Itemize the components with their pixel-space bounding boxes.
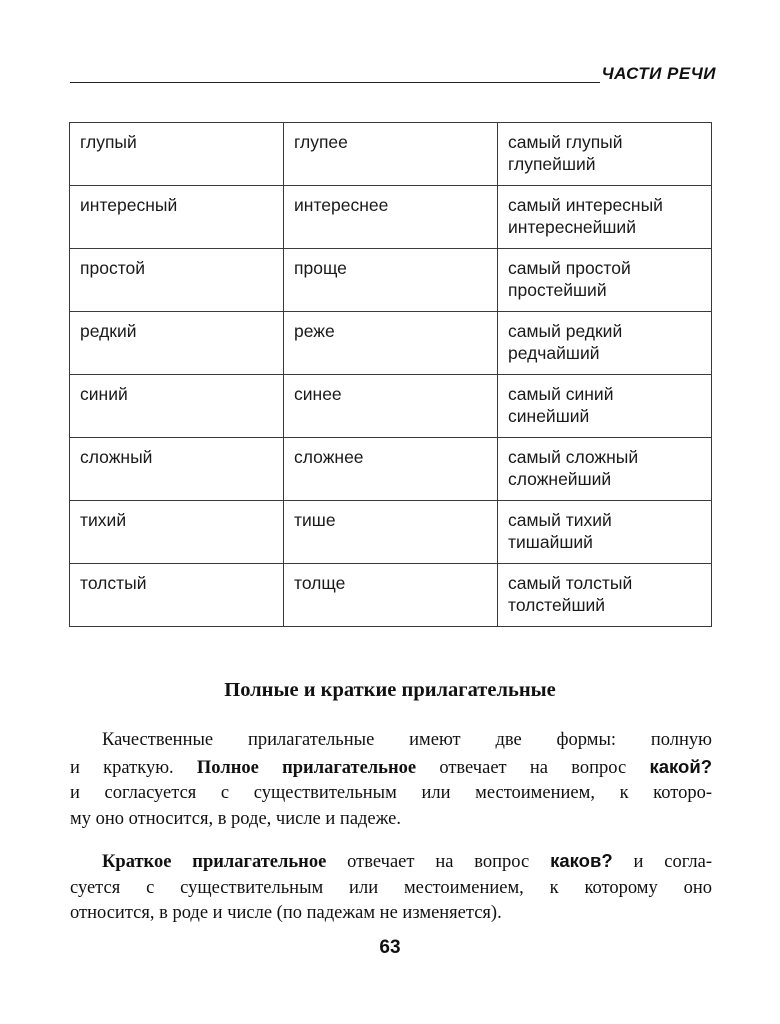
- paragraph-line: [70, 848, 712, 876]
- superlative-compound: самый глупый: [508, 132, 623, 152]
- cell-superlative: [498, 123, 712, 186]
- cell-superlative: [498, 312, 712, 375]
- cell-superlative: [498, 501, 712, 564]
- cell-comparative: [284, 501, 498, 564]
- text: и согласуется с существительным или местоимением, к которо-: [70, 783, 712, 803]
- superlative-compound: самый простой: [508, 258, 631, 278]
- table-row: [70, 375, 712, 438]
- cell-superlative: [498, 186, 712, 249]
- text: относится, в роде и числе (по падежам не изменяется).: [70, 903, 502, 923]
- comparative-degree: сложнее: [294, 447, 364, 467]
- superlative-simple: простейший: [508, 280, 607, 300]
- comparative-degree: синее: [294, 384, 342, 404]
- positive-degree: синий: [80, 384, 128, 404]
- superlative-compound: самый интересный: [508, 195, 663, 215]
- table-row: [70, 186, 712, 249]
- comparative-degree: интереснее: [294, 195, 389, 215]
- cell-positive: [70, 438, 284, 501]
- positive-degree: сложный: [80, 447, 153, 467]
- positive-degree: тихий: [80, 510, 127, 530]
- positive-degree: интересный: [80, 195, 178, 215]
- text: му оно относится, в роде, числе и падеже.: [70, 808, 402, 829]
- comparative-degree: тише: [294, 510, 336, 530]
- comparison-degrees-table: [69, 122, 712, 627]
- superlative-simple: толстейший: [508, 595, 606, 615]
- superlative-simple: тишайший: [508, 532, 593, 552]
- comparative-degree: проще: [294, 258, 347, 278]
- header-rule: [70, 82, 600, 83]
- cell-positive: [70, 312, 284, 375]
- paragraph-line: [70, 807, 712, 833]
- paragraph-full-adjectives: [70, 728, 712, 832]
- text: отвечает на вопрос: [439, 757, 627, 778]
- superlative-compound: самый редкий: [508, 321, 623, 341]
- cell-comparative: [284, 564, 498, 627]
- table-row: [70, 438, 712, 501]
- comparative-degree: глупее: [294, 132, 348, 152]
- table-row: [70, 501, 712, 564]
- superlative-simple: интереснейший: [508, 217, 636, 237]
- positive-degree: редкий: [80, 321, 137, 341]
- superlative-simple: глупейший: [508, 154, 596, 174]
- cell-positive: [70, 375, 284, 438]
- superlative-simple: редчайший: [508, 343, 600, 363]
- paragraph-line: [70, 754, 712, 782]
- cell-comparative: [284, 438, 498, 501]
- paragraph-line: [70, 728, 712, 754]
- comparative-degree: толще: [294, 573, 346, 593]
- page-number: 63: [379, 937, 401, 958]
- cell-comparative: [284, 186, 498, 249]
- question-kakoi: какой?: [649, 755, 713, 777]
- section-heading: Полные и краткие прилагательные: [224, 679, 556, 701]
- cell-superlative: [498, 375, 712, 438]
- positive-degree: толстый: [80, 573, 147, 593]
- cell-superlative: [498, 564, 712, 627]
- paragraph-short-adjectives: [70, 848, 712, 927]
- cell-comparative: [284, 249, 498, 312]
- cell-positive: [70, 249, 284, 312]
- paragraph-line: [70, 781, 712, 807]
- text: суется с существительным или местоимением, к которому оно: [70, 877, 712, 898]
- comparative-degree: реже: [294, 321, 335, 341]
- text: отвечает на вопрос: [347, 852, 530, 872]
- term-short-adjective: Краткое прилагательное: [102, 852, 327, 872]
- cell-positive: [70, 501, 284, 564]
- superlative-simple: сложнейший: [508, 469, 612, 489]
- superlative-simple: синейший: [508, 406, 590, 426]
- table-body: [70, 123, 712, 627]
- positive-degree: глупый: [80, 132, 137, 152]
- cell-comparative: [284, 375, 498, 438]
- term-full-adjective: Полное прилагательное: [196, 757, 417, 778]
- chapter-title: ЧАСТИ РЕЧИ: [601, 64, 716, 83]
- table-row: [70, 312, 712, 375]
- positive-degree: простой: [80, 258, 146, 278]
- paragraph-line: [70, 876, 712, 902]
- superlative-compound: самый сложный: [508, 447, 639, 467]
- cell-positive: [70, 186, 284, 249]
- paragraph-line: [70, 901, 712, 927]
- question-kakov: каков?: [550, 850, 613, 871]
- cell-superlative: [498, 249, 712, 312]
- table-row: [70, 249, 712, 312]
- table-row: [70, 123, 712, 186]
- text: и краткую.: [70, 757, 174, 778]
- superlative-compound: самый синий: [508, 384, 614, 404]
- superlative-compound: самый тихий: [508, 510, 612, 530]
- cell-positive: [70, 564, 284, 627]
- text: и согла-: [633, 852, 713, 872]
- cell-comparative: [284, 123, 498, 186]
- page-header: [70, 64, 716, 88]
- cell-superlative: [498, 438, 712, 501]
- text: Качественные прилагательные имеют две формы: полную: [102, 730, 712, 750]
- table-row: [70, 564, 712, 627]
- superlative-compound: самый толстый: [508, 573, 633, 593]
- cell-comparative: [284, 312, 498, 375]
- cell-positive: [70, 123, 284, 186]
